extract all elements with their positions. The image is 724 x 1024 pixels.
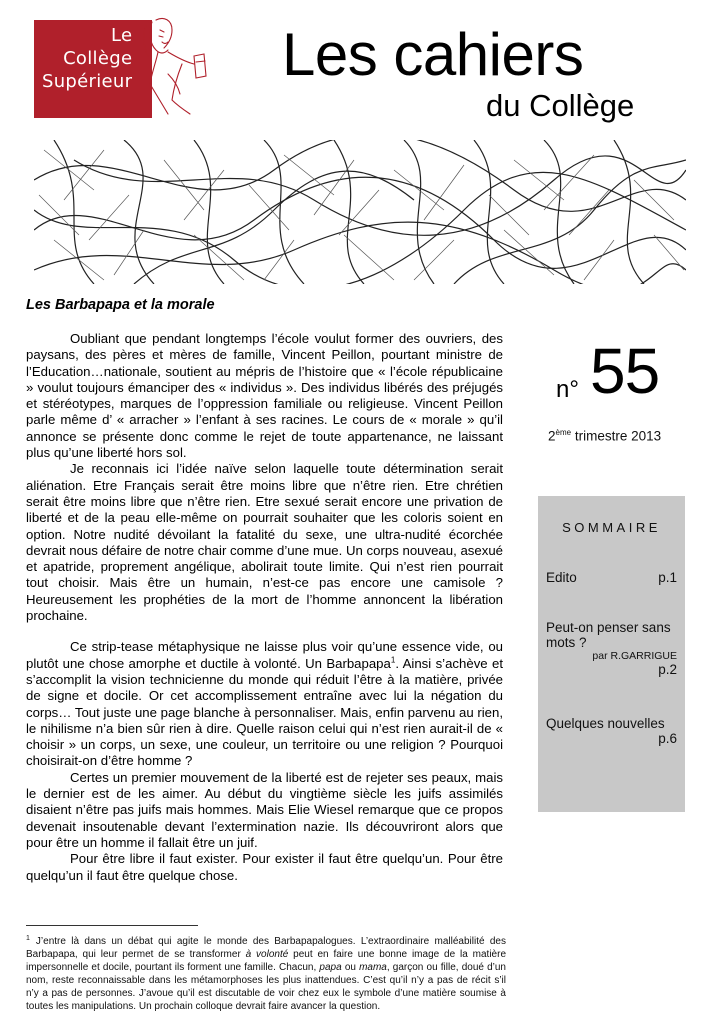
footnote-text: ou bbox=[341, 962, 360, 973]
sommaire-item-nouvelles[interactable] bbox=[546, 716, 677, 746]
sommaire-item-label: Edito bbox=[546, 570, 577, 585]
term-rest: trimestre 2013 bbox=[574, 428, 662, 444]
footnote-text: peut en faire une bonne image de la matière impersonnelle et docile, pourtant ils forment une famille. Chacun, bbox=[26, 949, 507, 973]
sommaire-heading: SOMMAIRE bbox=[562, 520, 661, 535]
sommaire-item-label: Peut-on penser sans mots ? bbox=[546, 620, 671, 650]
logo-text bbox=[42, 24, 132, 93]
sommaire-item-page: p.1 bbox=[658, 570, 677, 585]
sommaire-item-label: Quelques nouvelles bbox=[546, 716, 665, 731]
footnote-divider bbox=[26, 925, 198, 926]
article-paragraph-text: . Ainsi s’achève et s’accomplit la vision technicienne du monde qui réduit l’être à la matière, privée de signe et docile. Or cet accomplissement entraîne avec lui la négation du corps… Tout juste une page blanche à personnaliser. Mais, enfin parvenu au rien, le nihilisme n’a bien sûr rien à dire. Quelle raison celui qui n’est rien aurait-il de « choisir » un corps, un sexe, une couleur, un territoire ou une religion ? Pourquoi choisirait-on d’être homme ? bbox=[26, 655, 504, 769]
term-suffix: ème bbox=[555, 428, 572, 437]
article-title: Les Barbapapa et la morale bbox=[26, 297, 215, 313]
footnote-italic: mama bbox=[359, 962, 387, 973]
issue-prefix: n° bbox=[556, 376, 579, 403]
article-paragraph: Pour être libre il faut exister. Pour exister il faut être quelqu’un. Pour être quelqu’un il faut être quelque chose. bbox=[26, 851, 503, 883]
article-paragraph: Certes un premier mouvement de la liberté est de rejeter ses peaux, mais le dernier est de les aimer. Au début du vingtième siècle les juifs assimilés disaient n’être pas juifs mais hommes. Mais Elie Wiesel remarque que ce propos devenait insoutenable devant l’extermination nazie. Ils découvriront alors que pour être un homme il fallait être un juif. bbox=[26, 769, 503, 850]
footnote-reference[interactable]: 1 bbox=[390, 655, 396, 665]
term-ordinal: 2 bbox=[548, 428, 556, 444]
logo-line-1: Le bbox=[110, 25, 133, 46]
logo-figure-illustration bbox=[138, 14, 228, 120]
sommaire-box bbox=[538, 496, 685, 812]
masthead-subtitle: du Collège bbox=[486, 88, 635, 123]
sommaire-item-page: p.2 bbox=[658, 662, 677, 677]
sommaire-item-author: par R.GARRIGUE bbox=[592, 650, 677, 662]
college-logo bbox=[34, 20, 152, 118]
logo-line-2: Collège bbox=[63, 48, 133, 69]
footnote-italic: à volonté bbox=[245, 949, 289, 960]
issue-number-value: 55 bbox=[590, 335, 660, 407]
banner-line-pattern bbox=[34, 140, 686, 284]
sommaire-item-penser[interactable] bbox=[546, 620, 677, 677]
footnote-number: 1 bbox=[26, 934, 30, 942]
sommaire-item-edito[interactable] bbox=[546, 570, 677, 587]
masthead-title: Les cahiers bbox=[282, 21, 584, 88]
footnote-text: , garçon ou fille, doué d’un nom, reste reconnaissable dans les métamorphoses les plus inattendues. C’est qu’il n’y a pas de récit s’il n’y a pas de personnes. J’avoue qu’il est discutable de voir chez eux le symbole d’une matière soumise à toutes les manipulations. Un prochain colloque devrait faire avancer la question. bbox=[26, 962, 506, 1012]
article-body bbox=[26, 331, 503, 884]
article-paragraph: Je reconnais ici l’idée naïve selon laquelle toute détermination serait aliénation. Etre Français serait être moins libre que n’être rien. Etre chrétien serait être moins libre que n’être rien. Etre sexué serait encore une privation de liberté et de la peau elle-même on pourrait souhaiter que les coloris soient en option. Notre nudité dévoilant la fatalité du sexe, une ultra-nudité écorchée devrait nous défaire de notre chair comme d’une mue. Un corps nouveau, asexué et apatride, proprement angélique, abolirait toute limite. Qui n’est rien pourrait tout choisir. Mais être un humain, n’est-ce pas encore une camisole ? Heureusement les prophéties de la mort de l’homme annoncent la libération prochaine. bbox=[26, 461, 503, 624]
issue-term bbox=[548, 428, 661, 444]
article-paragraph bbox=[26, 639, 503, 769]
footnote-italic: papa bbox=[319, 962, 342, 973]
article-paragraph: Oubliant que pendant longtemps l’école voulut former des ouvriers, des paysans, des pères et mères de famille, Vincent Peillon, pourtant ministre de l’Education…nationale, soutient au mépris de l’histoire que « l’école républicaine » voulut toujours émanciper des « individus ». Des individus libérés des préjugés et stéréotypes, marques de l’oppression familiale ou religieuse. Vincent Peillon parle même d’ « arracher » l’enfant à ses racines. Le cours de « morale » qu’il annonce se présente donc comme le rejet de toute appartenance, ne laissant plus qu’une liberté hors sol. bbox=[26, 331, 503, 461]
footnote-text: J’entre là dans un débat qui agite le monde des Barbapapalogues. L’extraordinaire malléabilité des Barbapapa, qui leur permet de se transformer bbox=[26, 936, 506, 960]
sommaire-item-page: p.6 bbox=[658, 731, 677, 746]
footnote bbox=[26, 935, 506, 1013]
logo-line-3: Supérieur bbox=[42, 71, 133, 92]
article-paragraph-text: Ce strip-tease métaphysique ne laisse plus voir qu’une essence vide, ou plutôt une chose amorphe et ductile à volonté. Un Barbapapa bbox=[26, 639, 503, 671]
